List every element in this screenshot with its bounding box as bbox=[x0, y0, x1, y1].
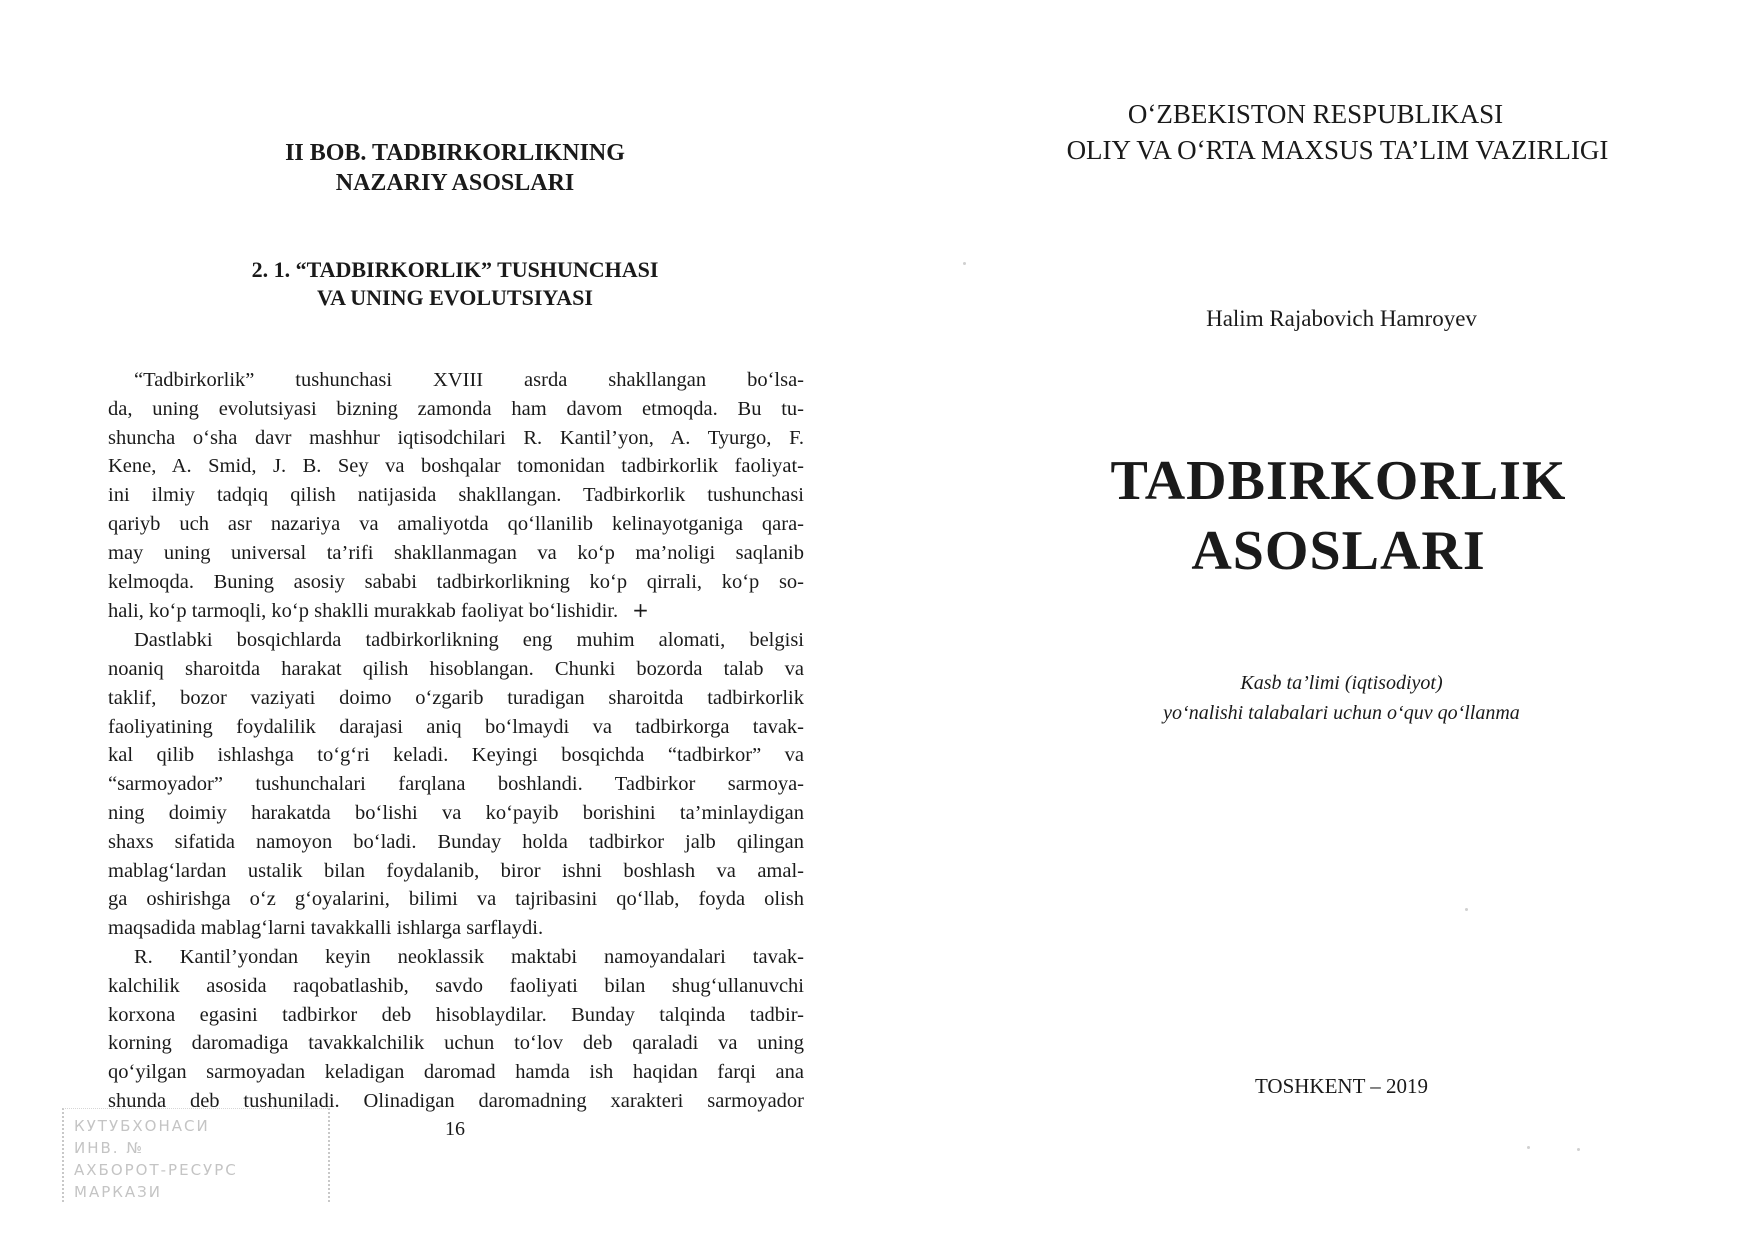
text-line: mablag‘lardan ustalik bilan foydalanib, biror ishni boshlash va amal- bbox=[108, 859, 804, 882]
text-line: korning daromadiga tavakkalchilik uchun to‘lov deb qaraladi va uning bbox=[108, 1032, 804, 1055]
text-line: Dastlabki bosqichlarda tadbirkorlikning eng muhim alomati, belgisi bbox=[134, 629, 804, 652]
book-title-line: TADBIRKORLIK bbox=[1110, 450, 1567, 512]
chapter-title-line: II BOB. TADBIRKORLIKNING bbox=[285, 140, 625, 166]
right-page bbox=[877, 0, 1754, 1240]
stamp-line: ИНВ. № bbox=[74, 1139, 144, 1157]
body-text bbox=[108, 366, 804, 1116]
subtitle-line: yo‘nalishi talabalari uchun o‘quv qo‘llanma bbox=[1163, 702, 1520, 724]
scan-speck bbox=[1577, 1148, 1580, 1151]
stamp-line: АХБОРОТ-РЕСУРС МАРКАЗИ bbox=[74, 1161, 238, 1201]
text-line: ga oshirishga o‘z g‘oyalarini, bilimi va tajribasini qo‘llab, foyda olish bbox=[108, 888, 804, 911]
text-line: ini ilmiy tadqiq qilish natijasida shakllangan. Tadbirkorlik tushunchasi bbox=[108, 484, 804, 507]
library-stamp bbox=[62, 1108, 330, 1202]
text-line: ning doimiy harakatda bo‘lishi va ko‘payib borishini ta’minlaydigan bbox=[108, 801, 804, 824]
text-line: taklif, bozor vaziyati doimo o‘zgarib turadigan sharoitda tadbirkorlik bbox=[108, 686, 804, 709]
text-line: qo‘yilgan sarmoyadan keladigan daromad hamda ish haqidan farqi ana bbox=[108, 1061, 804, 1084]
margin-mark: + bbox=[632, 598, 649, 623]
stamp-line: КУТУБХОНАСИ bbox=[74, 1117, 210, 1135]
text-line: faoliyatining foydalilik darajasi aniq bo‘lmaydi va tadbirkorga tavak- bbox=[108, 715, 804, 738]
ministry-line: O‘ZBEKISTON RESPUBLIKASI bbox=[1127, 99, 1504, 129]
text-line: “sarmoyador” tushunchalari farqlana boshlandi. Tadbirkor sarmoya- bbox=[108, 773, 804, 796]
section-title bbox=[130, 256, 780, 312]
text-line: Kene, A. Smid, J. B. Sey va boshqalar tomonidan tadbirkorlik faoliyat- bbox=[108, 455, 804, 478]
text-line: noaniq sharoitda harakat qilish hisoblangan. Chunki bozorda talab va bbox=[108, 657, 804, 680]
chapter-title bbox=[130, 138, 780, 198]
ministry-header bbox=[877, 96, 1754, 168]
scan-speck bbox=[1527, 1146, 1530, 1149]
text-line bbox=[108, 596, 804, 626]
book-title bbox=[877, 446, 1754, 586]
text-line-content: hali, ko‘p tarmoqli, ko‘p shaklli murakkab faoliyat bo‘lishidir. bbox=[108, 600, 619, 623]
text-line: “Tadbirkorlik” tushunchasi XVIII asrda shakllangan bo‘lsa- bbox=[134, 369, 804, 391]
text-line: da, uning evolutsiyasi bizning zamonda ham davom etmoqda. Bu tu- bbox=[108, 397, 804, 420]
subtitle-line: Kasb ta’limi (iqtisodiyot) bbox=[1240, 672, 1443, 694]
page-number: 16 bbox=[445, 1118, 465, 1140]
author-name: Halim Rajabovich Hamroyev bbox=[1206, 306, 1477, 331]
text-line: kelmoqda. Buning asosiy sababi tadbirkorlikning ko‘p qirrali, ko‘p so- bbox=[108, 570, 804, 593]
chapter-title-line: NAZARIY ASOSLARI bbox=[335, 170, 575, 196]
ministry-line: OLIY VA O‘RTA MAXSUS TA’LIM VAZIRLIGI bbox=[1066, 135, 1609, 165]
text-line: shuncha o‘sha davr mashhur iqtisodchilari R. Kantil’yon, A. Tyurgo, F. bbox=[108, 426, 804, 449]
scan-speck bbox=[963, 262, 966, 265]
section-title-line: VA UNING EVOLUTSIYASI bbox=[317, 285, 593, 310]
book-subtitle bbox=[877, 668, 1754, 728]
text-line: qariyb uch asr nazariya va amaliyotda qo‘llanilib kelinayotganiga qara- bbox=[108, 512, 804, 535]
scan-speck bbox=[1465, 908, 1468, 911]
book-title-line: ASOSLARI bbox=[1191, 520, 1486, 582]
text-line: shunda deb tushuniladi. Olinadigan daromadning xarakteri sarmoyador bbox=[108, 1089, 804, 1112]
text-line: kal qilib ishlashga to‘g‘ri keladi. Keyingi bosqichda “tadbirkor” va bbox=[108, 744, 804, 767]
text-line: kalchilik asosida raqobatlashib, savdo faoliyati bilan shug‘ullanuvchi bbox=[108, 974, 804, 997]
text-line: R. Kantil’yondan keyin neoklassik maktabi namoyandalari tavak- bbox=[134, 945, 804, 968]
text-line: may uning universal ta’rifi shakllanmagan va ko‘p ma’noligi saqlanib bbox=[108, 541, 804, 564]
place-year: TOSHKENT – 2019 bbox=[1254, 1074, 1429, 1098]
text-line: maqsadida mablag‘larni tavakkalli ishlarga sarflaydi. bbox=[108, 917, 544, 940]
section-title-line: 2. 1. “TADBIRKORLIK” TUSHUNCHASI bbox=[251, 257, 659, 282]
text-line: korxona egasini tadbirkor deb hisoblaydilar. Bunday talqinda tadbir- bbox=[108, 1003, 804, 1026]
text-line: shaxs sifatida namoyon bo‘ladi. Bunday holda tadbirkor jalb qilingan bbox=[108, 830, 804, 853]
